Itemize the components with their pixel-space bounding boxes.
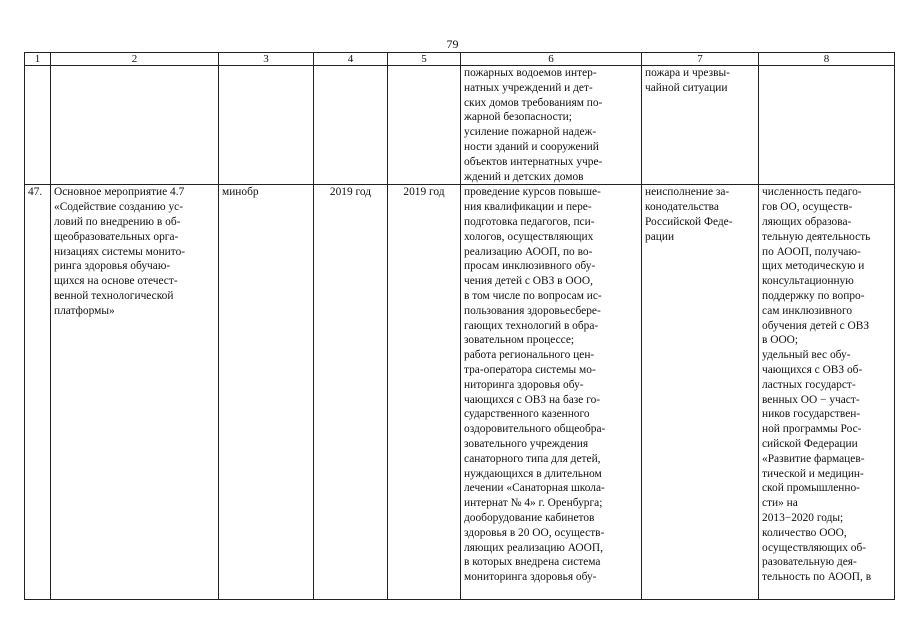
text-line: платформы» <box>54 304 115 317</box>
text-line: интернат № 4» г. Оренбурга; <box>464 497 603 510</box>
cell-executor: минобр <box>219 185 314 600</box>
text-line: «Содействие созданию ус- <box>54 201 184 214</box>
text-line: поддержку по вопро- <box>762 289 865 302</box>
cell-empty <box>759 66 895 185</box>
text-line: неисполнение за- <box>645 186 730 199</box>
cell-empty <box>314 66 388 185</box>
text-line: в том числе по вопросам ис- <box>464 289 602 302</box>
text-line: сти» на <box>762 497 798 510</box>
cell-row-number: 47. <box>25 185 51 600</box>
cell-empty <box>51 66 219 185</box>
cell-indicators <box>759 185 895 600</box>
text-line: чающихся с ОВЗ на базе го- <box>464 393 601 406</box>
text-line: ляющих образова- <box>762 215 852 228</box>
text-line: нуждающихся в длительном <box>464 467 602 480</box>
text-line: в ООО; <box>762 334 799 347</box>
text-line: щих методическую и <box>762 260 865 273</box>
text-line: конодательства <box>645 201 719 214</box>
text-line: чайной ситуации <box>645 81 728 94</box>
text-line: в которых внедрена система <box>464 556 601 569</box>
page-number: 79 <box>446 37 459 51</box>
text-line: численность педаго- <box>762 186 862 199</box>
column-number-7: 7 <box>642 53 759 66</box>
column-number-5: 5 <box>388 53 461 66</box>
text-line: щеобразовательных орга- <box>54 230 179 243</box>
text-line: пользования здоровьесбере- <box>464 304 601 317</box>
text-line: ских домов требованиям по- <box>464 96 603 109</box>
text-line: просам инклюзивного обу- <box>464 260 596 273</box>
text-line: натных учреждений и дет- <box>464 81 593 94</box>
text-line: количество ООО, <box>762 526 847 539</box>
text-line: венных ОО − участ- <box>762 393 860 406</box>
text-line: «Развитие фармацев- <box>762 452 865 465</box>
text-line: дооборудование кабинетов <box>464 511 595 524</box>
text-line: мониторинга здоровья обу- <box>464 571 597 584</box>
text-line: подготовка педагогов, пси- <box>464 215 595 228</box>
text-line: Основное мероприятие 4.7 <box>54 186 185 199</box>
cell-risks-continued <box>642 66 759 185</box>
text-line: оздоровительного общеобра- <box>464 423 606 436</box>
cell-measures <box>461 185 642 600</box>
cell-activity-name <box>51 185 219 600</box>
text-line: сударственного казенного <box>464 408 590 421</box>
text-line: санаторного типа для детей, <box>464 452 601 465</box>
cell-empty <box>219 66 314 185</box>
text-line: ной программы Рос- <box>762 423 862 436</box>
text-line: ловий по внедрению в об- <box>54 215 181 228</box>
text-line: пожарных водоемов интер- <box>464 67 597 79</box>
text-line: работа регионального цен- <box>464 349 595 362</box>
column-number-6: 6 <box>461 53 642 66</box>
cell-end-year: 2019 год <box>388 185 461 600</box>
header-row <box>25 53 895 66</box>
text-line: удельный вес обу- <box>762 349 851 362</box>
text-line: ластных государст- <box>762 378 856 391</box>
column-number-8: 8 <box>759 53 895 66</box>
text-line: усиление пожарной надеж- <box>464 126 597 139</box>
text-line: ждений и детских домов <box>464 170 584 183</box>
column-number-3: 3 <box>219 53 314 66</box>
text-line: ниторинга здоровья обу- <box>464 378 584 391</box>
column-number-1: 1 <box>25 53 51 66</box>
text-line: осуществляющих об- <box>762 541 867 554</box>
text-line: разовательную дея- <box>762 556 857 569</box>
text-line: объектов интернатных учре- <box>464 155 603 168</box>
cell-start-year: 2019 год <box>314 185 388 600</box>
text-line: чающихся с ОВЗ об- <box>762 363 863 376</box>
text-line: рации <box>645 230 675 243</box>
text-line: чения детей с ОВЗ в ООО, <box>464 275 593 288</box>
cell-risks <box>642 185 759 600</box>
text-line: лечении «Санаторная школа- <box>464 482 605 495</box>
text-line: зовательном процессе; <box>464 334 575 347</box>
text-line: щихся на основе отечест- <box>54 275 178 288</box>
text-line: Российской Феде- <box>645 215 733 228</box>
text-line: 2013−2020 годы; <box>762 511 844 524</box>
text-line: ности зданий и сооружений <box>464 140 599 153</box>
table-row-continued <box>25 66 895 185</box>
text-line: сам инклюзивного <box>762 304 853 317</box>
text-line: проведение курсов повыше- <box>464 186 601 199</box>
text-line: ской промышленно- <box>762 482 860 495</box>
cell-measures-continued <box>461 66 642 185</box>
text-line: консультационную <box>762 275 854 288</box>
program-table <box>24 52 895 600</box>
text-line: тической и медицин- <box>762 467 864 480</box>
cell-empty <box>388 66 461 185</box>
text-line: хологов, осуществляющих <box>464 230 594 243</box>
text-line: реализацию АООП, по во- <box>464 245 593 258</box>
text-line: венной технологической <box>54 289 174 302</box>
text-line: по АООП, получаю- <box>762 245 861 258</box>
column-number-2: 2 <box>51 53 219 66</box>
text-line: здоровья в 20 ОО, осуществ- <box>464 526 605 539</box>
text-line: гающих технологий в обра- <box>464 319 599 332</box>
text-line: ринга здоровья обучаю- <box>54 260 171 273</box>
text-line: тельность по АООП, в <box>762 571 872 584</box>
text-line: тра-оператора системы мо- <box>464 363 596 376</box>
text-line: сийской Федерации <box>762 437 858 450</box>
cell-empty <box>25 66 51 185</box>
text-line: гов ОО, осуществ- <box>762 201 853 214</box>
text-line: ния квалификации и пере- <box>464 201 592 214</box>
table-row-47 <box>25 185 895 600</box>
column-number-4: 4 <box>314 53 388 66</box>
text-line: зовательного учреждения <box>464 437 589 450</box>
text-line: обучения детей с ОВЗ <box>762 319 870 332</box>
text-line: низациях системы монито- <box>54 245 186 258</box>
text-line: ников государствен- <box>762 408 861 421</box>
text-line: тельную деятельность <box>762 230 871 243</box>
text-line: пожара и чрезвы- <box>645 67 730 79</box>
text-line: ляющих реализацию АООП, <box>464 541 603 554</box>
text-line: жарной безопасности; <box>464 111 572 124</box>
